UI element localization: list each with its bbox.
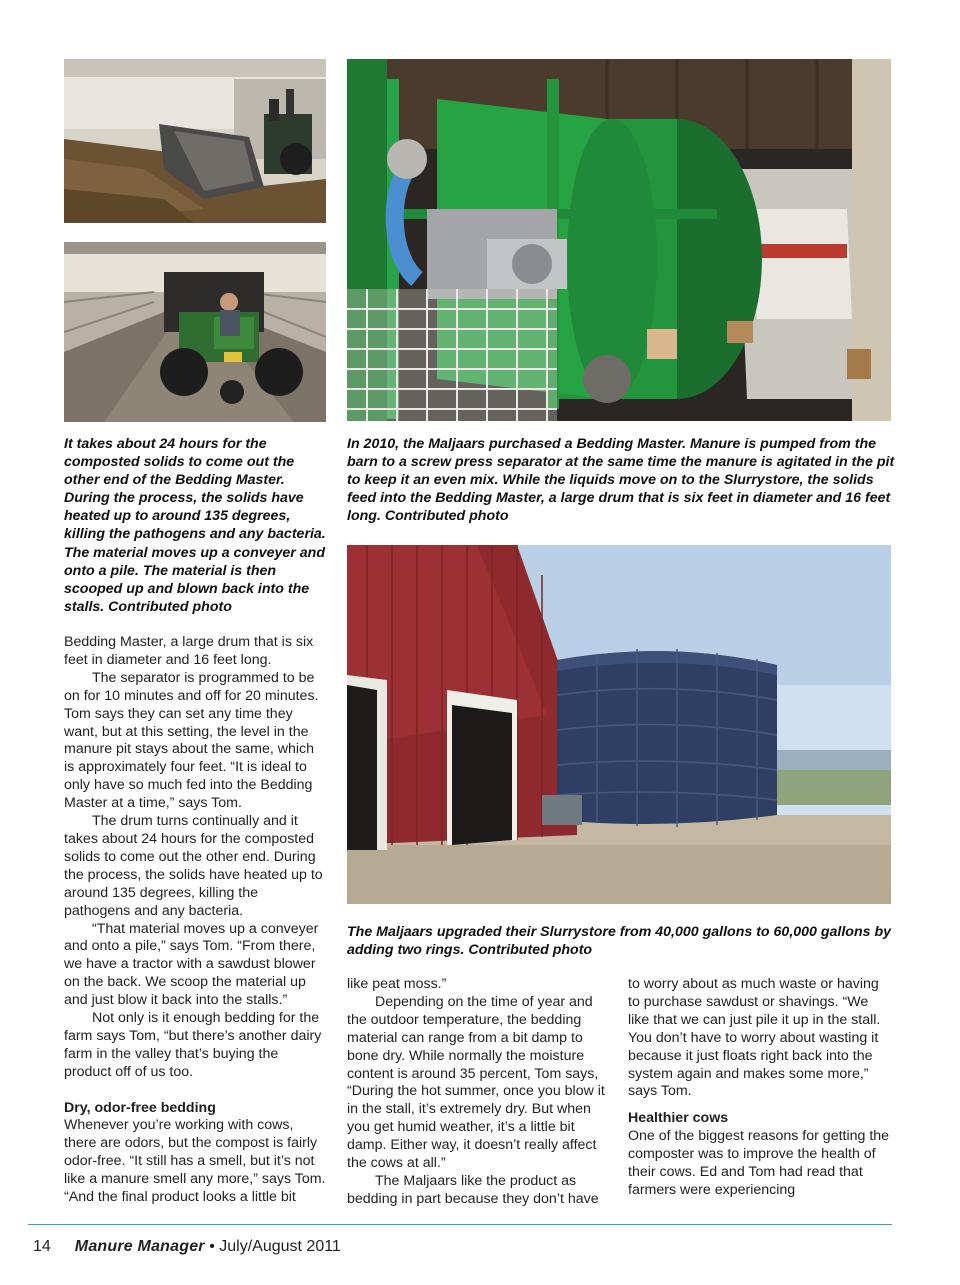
col1-paragraph-3: The drum turns continually and it takes about 24 hours for the composted solids to come out the other end. During the process, the solids have heated up to around 135 degrees, killing the pathogens and any bacteria. xyxy=(64,813,323,919)
col2-paragraph-1: like peat moss.” xyxy=(347,976,447,992)
section-heading-healthier-cows: Healthier cows xyxy=(628,1110,729,1127)
caption-compost-process xyxy=(64,435,329,616)
col3-paragraph-1: to worry about as much waste or having to purchase sawdust or shavings. “We like that we can just pile it up in the stall. You don’t have to worry about wasting it because it just floats right back into the system again and makes some more,” says Tom. xyxy=(628,976,881,1100)
footer-bullet: • xyxy=(209,1238,215,1255)
page-footer xyxy=(33,1238,341,1256)
caption-slurrystore xyxy=(347,923,895,959)
caption-top-right-text: In 2010, the Maljaars purchased a Bedding Master. Manure is pumped from the barn to a screw press separator at the same time the manure is agitated in the pit to keep it an even mix. While the liquids move on to the Slurrystore, the solids feed into the Bedding Master, a large drum that is six feet in diameter and 16 feet long. Contributed photo xyxy=(347,436,895,525)
photo-bedding-master-drum xyxy=(347,59,891,421)
col1-paragraph-6: Whenever you’re working with cows, there are odors, but the compost is fairly odor-free. “It still has a smell, but it’s not like a manure smell any more,” says Tom. “And the final product looks a little bit xyxy=(64,1117,326,1206)
photo-loader-scooping-compost xyxy=(64,59,326,223)
article-column-2 xyxy=(347,976,605,1209)
article-column-1 xyxy=(64,634,328,1207)
photo-slurrystore-tank xyxy=(347,545,891,904)
issue-date: July/August 2011 xyxy=(219,1238,341,1255)
magazine-name: Manure Manager xyxy=(74,1238,205,1255)
photo-tractor-in-barn xyxy=(64,242,326,422)
col1-paragraph-5: Not only is it enough bedding for the farm says Tom, “but there’s another dairy farm in the valley that’s buying the product off of us too. xyxy=(64,1010,322,1080)
col2-paragraph-2: Depending on the time of year and the outdoor temperature, the bedding material can range from a bit damp to bone dry. While normally the moisture content is around 35 percent, Tom says, “During the hot summer, once you blow it in the stall, it’s extremely dry. But when you get humid weather, it’s a little bit damp. Either way, it doesn’t really affect the cows at all.” xyxy=(347,993,605,1172)
page-number: 14 xyxy=(33,1238,51,1255)
section-heading-odor-free: Dry, odor-free bedding xyxy=(64,1099,216,1116)
col1-paragraph-1: Bedding Master, a large drum that is six feet in diameter and 16 feet long. xyxy=(64,634,314,668)
col1-paragraph-4: “That material moves up a conveyer and onto a pile,” says Tom. “From there, we have a tractor with a sawdust blower on the back. We scoop the material up and just blow it back into the stalls.” xyxy=(64,920,319,1009)
caption-left-text: It takes about 24 hours for the composted solids to come out the other end of the Bedding Master. During the process, the solids have heated up to around 135 degrees, killing the pathogens and any bacteria. The material moves up a conveyer and onto a pile. The material is then scooped up and blown back into the stalls. Contributed photo xyxy=(64,436,326,615)
caption-mid-right-text: The Maljaars upgraded their Slurrystore from 40,000 gallons to 60,000 gallons by adding two rings. Contributed photo xyxy=(347,924,892,959)
caption-bedding-master xyxy=(347,435,895,525)
col2-paragraph-3: The Maljaars like the product as bedding in part because they don’t have xyxy=(347,1172,599,1207)
footer-rule xyxy=(28,1224,892,1225)
article-column-3 xyxy=(628,976,890,1200)
col3-paragraph-2: One of the biggest reasons for getting the composter was to improve the health of their cows. Ed and Tom had read that farmers were experiencing xyxy=(628,1128,890,1198)
col1-paragraph-2: The separator is programmed to be on for 10 minutes and off for 20 minutes. Tom says they can set any time they want, but at this setting, the level in the manure pit stays about the same, which is approximately four feet. “It is ideal to only have so much fed into the Bedding Master at a time,” says Tom. xyxy=(64,669,319,812)
